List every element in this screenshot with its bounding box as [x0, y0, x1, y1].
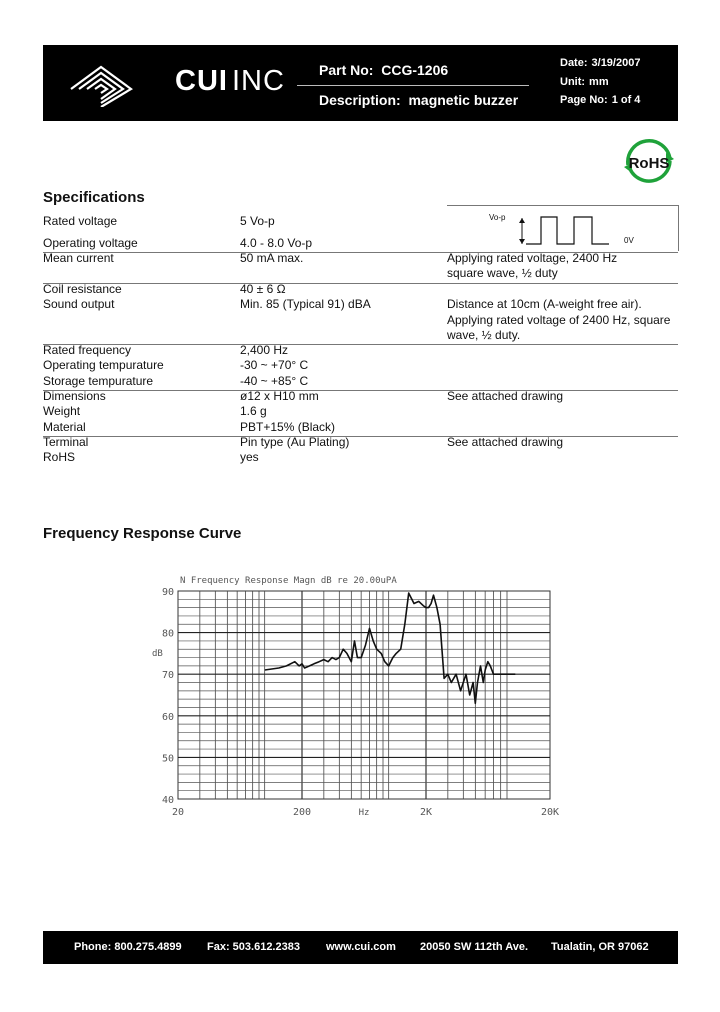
spec-label-sound-output: Sound output	[43, 297, 115, 311]
chart-y-tick-label: 40	[161, 795, 174, 806]
spec-label-terminal: Terminal	[43, 435, 89, 449]
chart-y-tick-label: 70	[161, 670, 174, 682]
spec-value-dimensions: ø12 x H10 mm	[240, 389, 319, 403]
frequency-response-chart	[138, 572, 578, 822]
spec-label-operating-voltage: Operating voltage	[43, 236, 138, 250]
spec-value-terminal: Pin type (Au Plating)	[240, 435, 350, 449]
spec-divider	[43, 390, 678, 391]
document-header	[43, 45, 678, 121]
chart-x-tick-label: 20K	[540, 807, 560, 818]
cui-logo-icon	[61, 59, 171, 107]
spec-label-material: Material	[43, 420, 86, 434]
description: Description: magnetic buzzer	[319, 92, 519, 108]
footer-phone: Phone: 800.275.4899	[74, 941, 182, 953]
spec-value-operating-voltage: 4.0 - 8.0 Vo-p	[240, 236, 313, 250]
spec-note-mean-current: square wave, ½ duty	[447, 266, 558, 280]
chart-plot-frame	[178, 591, 550, 799]
spec-label-dimensions: Dimensions	[43, 389, 106, 403]
spec-value-rohs: yes	[240, 450, 259, 464]
frequency-response-title: Frequency Response Curve	[43, 525, 242, 542]
spec-value-rated-voltage: 5 Vo-p	[240, 214, 275, 228]
spec-divider	[43, 344, 678, 345]
page-number-field: Page No: 1 of 4	[560, 94, 641, 106]
spec-note-sound-output: Distance at 10cm (A-weight free air).	[447, 297, 642, 311]
rohs-badge-text: RoHS	[628, 155, 670, 172]
footer-city: Tualatin, OR 97062	[551, 941, 649, 953]
spec-note-sound-output: wave, ½ duty.	[447, 328, 521, 342]
chart-x-tick-label: 20	[171, 807, 185, 818]
header-divider	[297, 85, 529, 86]
spec-label-weight: Weight	[43, 404, 81, 418]
square-wave-diagram	[447, 206, 678, 251]
spec-value-weight: 1.6 g	[240, 404, 267, 418]
part-number: Part No: CCG-1206	[319, 62, 449, 78]
rohs-badge-icon	[622, 139, 676, 185]
spec-note-terminal: See attached drawing	[447, 435, 564, 449]
spec-value-operating-temperature: -30 ~ +70° C	[240, 358, 309, 372]
chart-y-tick-label: 80	[161, 628, 174, 640]
spec-value-storage-temperature: -40 ~ +85° C	[240, 374, 309, 388]
footer-fax: Fax: 503.612.2383	[207, 941, 300, 953]
waveform-low-label: 0V	[624, 236, 634, 245]
footer-website: www.cui.com	[326, 941, 396, 953]
spec-value-rated-frequency: 2,400 Hz	[240, 343, 289, 357]
chart-x-tick-label: 200	[292, 807, 312, 818]
spec-label-rated-voltage: Rated voltage	[43, 214, 118, 228]
spec-label-rated-frequency: Rated frequency	[43, 343, 132, 357]
waveform-high-label: Vo-p	[489, 213, 506, 222]
chart-y-label: dB	[152, 649, 163, 659]
chart-y-tick-label: 60	[161, 711, 174, 723]
document-footer	[43, 931, 678, 964]
spec-value-material: PBT+15% (Black)	[240, 420, 336, 434]
chart-y-tick-label: 90	[161, 587, 174, 598]
chart-y-tick-label: 50	[161, 753, 174, 765]
spec-value-mean-current: 50 mA max.	[240, 251, 304, 265]
spec-value-coil-resistance: 40 ± 6 Ω	[240, 282, 286, 296]
spec-label-storage-temperature: Storage tempurature	[43, 374, 154, 388]
spec-divider	[43, 283, 678, 284]
spec-note-mean-current: Applying rated voltage, 2400 Hz	[447, 251, 618, 265]
company-name: CUI INC	[175, 65, 285, 97]
waveform-box	[447, 205, 679, 251]
chart-x-tick-label: 2K	[419, 807, 433, 818]
spec-label-rohs: RoHS	[43, 450, 76, 464]
spec-note-dimensions: See attached drawing	[447, 389, 564, 403]
spec-divider	[43, 436, 678, 437]
specifications-title: Specifications	[43, 189, 145, 206]
spec-note-sound-output: Applying rated voltage of 2400 Hz, square	[447, 313, 671, 327]
spec-label-coil-resistance: Coil resistance	[43, 282, 122, 296]
spec-label-mean-current: Mean current	[43, 251, 114, 265]
date-field: Date: 3/19/2007	[560, 57, 641, 69]
spec-value-sound-output: Min. 85 (Typical 91) dBA	[240, 297, 371, 311]
chart-title: N Frequency Response Magn dB re 20.00uPA	[180, 576, 397, 586]
footer-address: 20050 SW 112th Ave.	[420, 941, 529, 953]
spec-label-operating-temperature: Operating tempurature	[43, 358, 164, 372]
unit-field: Unit: mm	[560, 76, 609, 88]
chart-x-label: Hz	[358, 808, 370, 818]
